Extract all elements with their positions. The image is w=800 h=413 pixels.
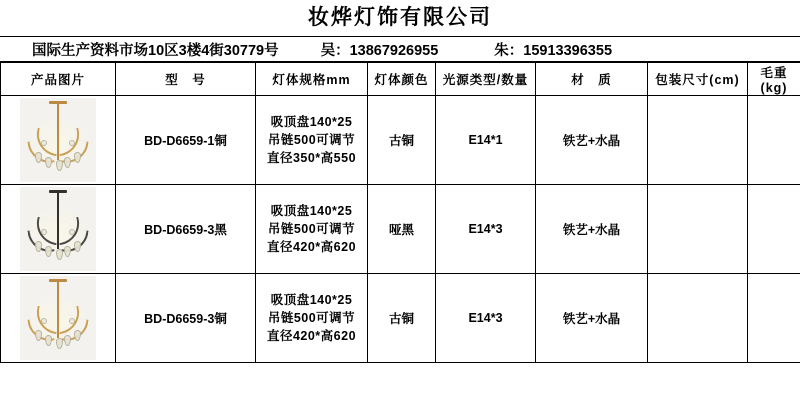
cell-package-size bbox=[648, 96, 748, 185]
cell-gross-weight bbox=[748, 274, 800, 363]
cell-package-size bbox=[648, 274, 748, 363]
cell-material: 铁艺+水晶 bbox=[536, 274, 648, 363]
contact-wu bbox=[321, 39, 439, 60]
column-header-model: 型 号 bbox=[116, 63, 256, 96]
product-image-cell bbox=[1, 96, 116, 185]
cell-gross-weight bbox=[748, 96, 800, 185]
table-body bbox=[1, 96, 800, 363]
table-header-row bbox=[1, 63, 800, 96]
chandelier-icon bbox=[20, 276, 96, 360]
spec-line-1: 吸顶盘140*25 bbox=[270, 114, 353, 129]
cell-model: BD-D6659-3铜 bbox=[116, 274, 256, 363]
chandelier-icon bbox=[20, 98, 96, 182]
page-title: 妆烨灯饰有限公司 bbox=[308, 6, 492, 29]
spec-line-2: 吊链500可调节 bbox=[267, 222, 356, 237]
column-header-package: 包装尺寸(cm) bbox=[648, 63, 748, 96]
cell-model: BD-D6659-3黑 bbox=[116, 185, 256, 274]
contact-bar bbox=[0, 36, 800, 62]
spec-line-3: 直径350*高550 bbox=[266, 151, 357, 166]
table-row bbox=[1, 185, 800, 274]
cell-light-source: E14*1 bbox=[436, 96, 536, 185]
spec-line-3: 直径420*高620 bbox=[266, 240, 357, 255]
contact-wu-phone: 13867926955 bbox=[349, 42, 439, 59]
column-header-spec: 灯体规格mm bbox=[256, 63, 368, 96]
company-address: 国际生产资料市场10区3楼4街30779号 bbox=[32, 42, 279, 59]
column-header-weight: 毛重(kg) bbox=[748, 63, 800, 96]
cell-color: 古铜 bbox=[368, 96, 436, 185]
column-header-material: 材 质 bbox=[536, 63, 648, 96]
contact-wu-label: 吴： bbox=[320, 42, 350, 59]
cell-light-source: E14*3 bbox=[436, 185, 536, 274]
cell-color: 哑黑 bbox=[368, 185, 436, 274]
table-header bbox=[1, 63, 800, 96]
cell-spec bbox=[256, 185, 368, 274]
column-header-image: 产品图片 bbox=[1, 63, 116, 96]
cell-spec bbox=[256, 96, 368, 185]
product-image-cell bbox=[1, 185, 116, 274]
contact-zhu-label: 朱： bbox=[494, 42, 524, 59]
table-row bbox=[1, 274, 800, 363]
spec-line-3: 直径420*高620 bbox=[266, 329, 357, 344]
chandelier-icon bbox=[20, 187, 96, 271]
cell-spec bbox=[256, 274, 368, 363]
cell-material: 铁艺+水晶 bbox=[536, 96, 648, 185]
column-header-light: 光源类型/数量 bbox=[436, 63, 536, 96]
spec-line-1: 吸顶盘140*25 bbox=[270, 292, 353, 307]
table-row bbox=[1, 96, 800, 185]
contact-zhu-phone: 15913396355 bbox=[523, 42, 613, 59]
cell-gross-weight bbox=[748, 185, 800, 274]
spec-line-1: 吸顶盘140*25 bbox=[270, 203, 353, 218]
contact-zhu bbox=[494, 39, 612, 60]
spec-line-2: 吊链500可调节 bbox=[267, 311, 356, 326]
cell-color: 古铜 bbox=[368, 274, 436, 363]
cell-model: BD-D6659-1铜 bbox=[116, 96, 256, 185]
cell-light-source: E14*3 bbox=[436, 274, 536, 363]
column-header-color: 灯体颜色 bbox=[368, 63, 436, 96]
cell-material: 铁艺+水晶 bbox=[536, 185, 648, 274]
product-image-cell bbox=[1, 274, 116, 363]
spec-line-2: 吊链500可调节 bbox=[267, 133, 356, 148]
cell-package-size bbox=[648, 185, 748, 274]
product-table bbox=[0, 62, 800, 363]
